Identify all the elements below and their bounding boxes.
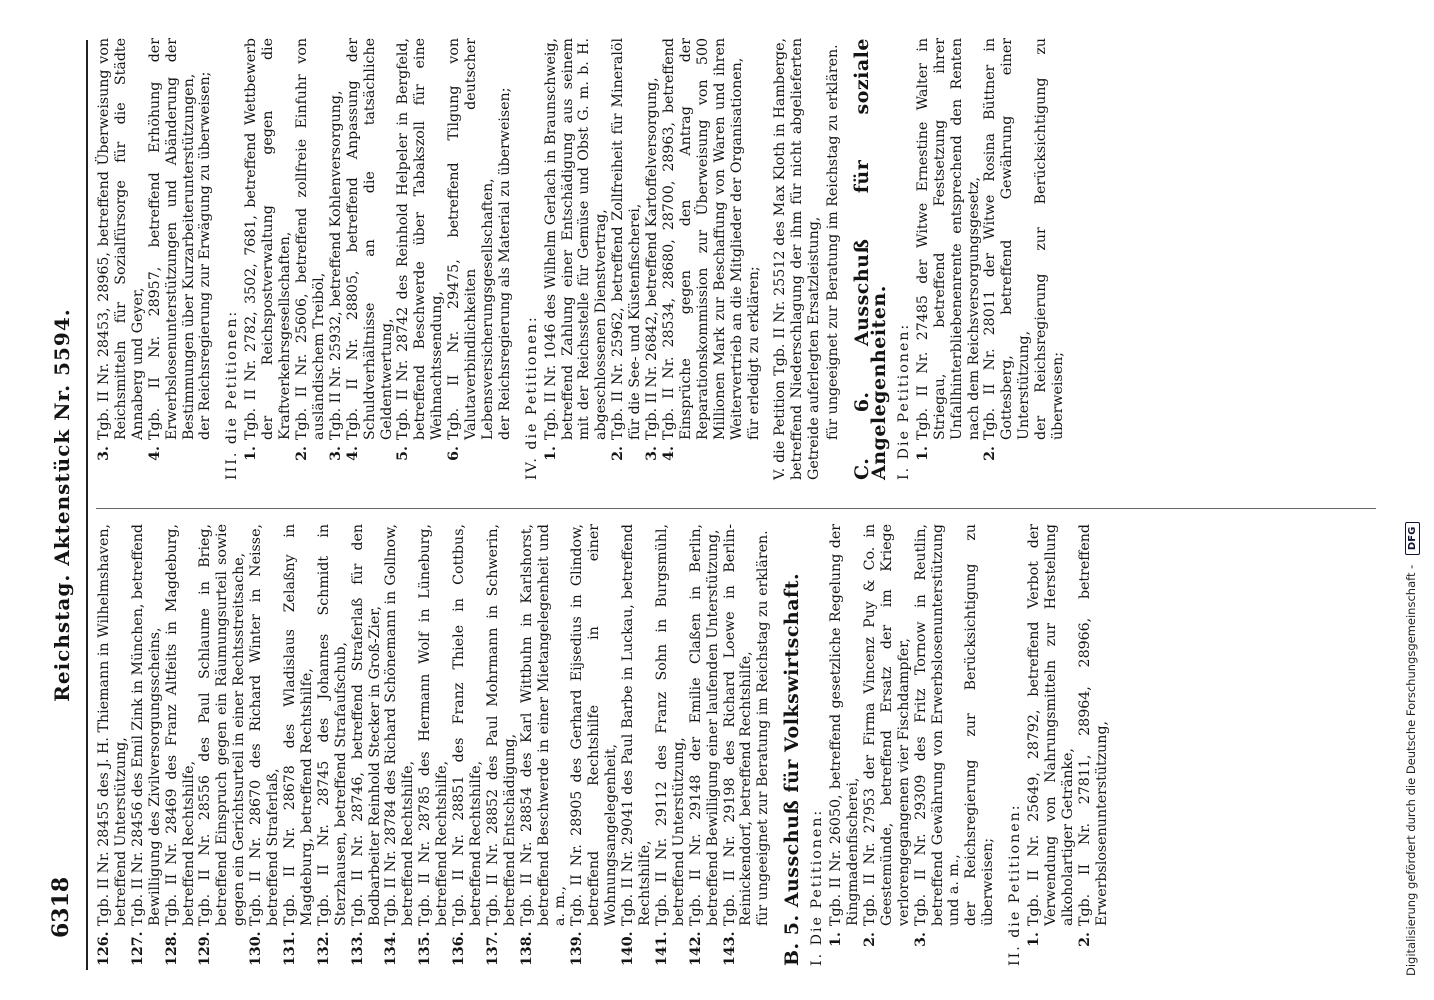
entry-text: Tgb. II Nr. 29475, betreffend Tilgung von Valutaverbindlichkeiten deutscher Lebensversicherungsgesellschaften, [446,38,496,440]
entry-text: Tgb. II Nr. 28456 des Emil Zink in München, betreffend Bewilligung des Zivilversorgungsscheins, [129,524,163,926]
entry-text: Tgb. II Nr. 25606, betreffend zollfreie Einfuhr von ausländischem Treiböl, [293,38,327,440]
entry-number: 137. [484,931,501,966]
entry-text: Tgb. II Nr. 28011 der Witwe Rosina Büttner in Gottesberg, betreffend Gewährung einer Unterstützung, [982,38,1033,440]
dfg-logo: DFG [1405,522,1420,555]
petition-v: V. die Petition Tgb. II Nr. 25512 des Max Kloth in Hamberge, betreffend Niederschlagung der ihm für nicht abgelieferten Getreide auferlegten Ersatzleistung, [772,38,823,480]
page-number: 6318 [48,876,74,938]
petitions-intro: I. Die Petitionen: [895,322,912,480]
entry-number: 2. [1076,932,1093,947]
entry-number: 2. [610,446,627,461]
petition-entry [610,38,644,480]
digitization-credit [1404,522,1420,976]
petition-entry [543,38,611,480]
petition-entry [661,38,746,480]
petition-entry [569,524,620,966]
entry-text: Tgb. II Nr. 2782, 3502, 7681, betreffend Wettbewerb der Reichspostverwaltung gegen die Kraftverkehrsgesellschaften, [243,38,294,440]
section-heading: B. 5. Ausschuß für Volkswirtschaft. [781,572,804,966]
entry-text: Tgb. II Nr. 29198 des Richard Loewe in Berlin-Reinickendorf, betreffend Rechtshilfe, [721,524,755,926]
petition-entry [915,38,983,480]
decision-text: für ungeeignet zur Beratung im Reichstag zu erklären. [825,44,842,440]
entry-number: 143. [721,931,738,966]
petition-entry [485,524,519,966]
entry-text: Tgb. II Nr. 28805, betreffend Anpassung der Schuldverhältnisse an die tatsächliche Geldentwertung, [344,38,395,440]
entry-text: Tgb. II Nr. 25932, betreffend Kohlenversorgung, [327,90,344,440]
entry-text: Tgb. II Nr. 25962, betreffend Zollfreiheit für Mineralöl für die See- und Küstenfischerei, [610,38,644,440]
entry-number: 129. [197,931,214,966]
entry-text: Tgb. II Nr. 28556 des Paul Schlaume in Brieg, betreffend Einspruch gegen ein Räumungsurteil sowie gegen ein Gerichtsurteil in einer Rechtsstreitsache, [197,524,248,926]
entry-text: Tgb. II Nr. 28453, 28965, betreffend Überweisung von Reichsmitteln für Sozialfürsorge für die Städte Annaberg und Geyer, [96,38,146,440]
entry-number: 139. [569,931,586,966]
entry-number: 142. [687,931,704,966]
entry-number: 130. [248,931,265,966]
entry-number: 3. [644,446,661,461]
petition-entry [147,38,198,480]
petition-entry [982,38,1033,480]
petition-entry [620,524,654,966]
petition-list [96,38,197,480]
entry-number: 134. [383,931,400,966]
entry-number: 1. [914,446,931,461]
entry-text: Tgb. II Nr. 28534, 28680, 28700, 28963, betreffend Einsprüche gegen den Antrag der Reparationskommission zur Überweisung von 500 Millionen Mark zur Beschaffung von Waren und ihren Weitervertrieb an die Mitglieder der Organisationen, [661,38,745,440]
petition-entry [383,524,417,966]
petition-list [915,38,1033,480]
entry-number: 126. [96,931,112,966]
petition-entry [282,524,316,966]
petition-list [1026,524,1111,966]
petition-entry [862,524,913,966]
entry-text: Tgb. II Nr. 26050, betreffend gesetzliche Regelung der Ringmadenfischerei, [828,524,861,926]
entry-number: 1. [1026,932,1043,947]
entry-text: Tgb. II Nr. 27485 der Witwe Ernestine Walter in Striegau, betreffend Festsetzung ihrer Unfallhinterbliebenenrente entsprechend den Renten nach dem Reichsversorgungsgesetz, [914,38,982,440]
entry-number: 1. [542,446,559,461]
decision-text: der Reichsregierung zur Berücksichtigung zu überweisen; [1033,38,1067,440]
entry-number: 4. [146,446,163,461]
decision-text: für erledigt zu erklären; [745,266,762,440]
running-title: Reichstag. Aktenstück Nr. 5594. [50,308,74,702]
entry-number: 4. [344,446,361,461]
header-rule [86,40,88,970]
entry-text: Tgb. II Nr. 26842, betreffend Kartoffelversorgung, [644,77,661,440]
entry-number: 2. [293,446,310,461]
entry-text: Tgb. II Nr. 28742 des Reinhold Helpeler in Bergfeld, betreffend Beschwerde über Tabakszoll für eine Weihnachtssendung, [395,38,446,440]
petitions-intro: III. die Petitionen: [224,309,241,480]
petition-entry [395,38,446,480]
entry-number: 136. [451,931,468,966]
entry-text: Tgb. II Nr. 29041 des Paul Barbe in Luckau, betreffend Rechtshilfe, [620,524,653,926]
petition-entry [913,524,964,966]
entry-text: Tgb. II Nr. 28455 des J. H. Thiemann in Wilhelmshaven, betreffend Unterstützung, [96,524,129,926]
petition-entry [1026,524,1077,966]
entry-number: 3. [96,446,112,461]
entry-text: Tgb. II Nr. 28784 des Richard Schönemann in Gollnow, betreffend Rechtshilfe, [383,524,417,926]
entry-text: Tgb. II Nr. 27811, 28964, 28966, betreffend Erwerbslosenunterstützung, [1076,524,1110,926]
entry-text: Tgb. II Nr. 28785 des Hermann Wolf in Lüneburg, betreffend Rechtshilfe, [417,524,451,926]
decision-text: der Reichsregierung zur Berücksichtigung zu überweisen; [963,524,997,926]
entry-text: Tgb. II Nr. 28852 des Paul Mohrmann in Schwerin, betreffend Entschädigung, [484,524,518,926]
petition-entry [96,38,147,480]
entry-number: 132. [315,931,332,966]
entry-text: Tgb. II Nr. 29148 der Emilie Claßen in Berlin, betreffend Bewilligung einer laufenden Unterstützung, [687,524,721,926]
entry-text: Tgb. II Nr. 27953 der Firma Vincenz Puy & Co. in Geestemünde, betreffend Ersatz der im Kriege verlorengegangenen vier Fischdampfer, [861,524,912,926]
left-column [96,524,1111,966]
entry-text: Tgb. II Nr. 28851 des Franz Thiele in Cottbus, betreffend Rechtshilfe, [451,524,484,926]
entry-number: 135. [417,931,434,966]
entry-number: 140. [620,931,637,966]
petitions-intro: II. die Petitionen: [1007,803,1024,966]
entry-number: 1. [243,446,260,461]
petition-entry [451,524,485,966]
entry-text: Tgb. II Nr. 28678 des Wladislaus Zelaßny in Magdeburg, betreffend Rechtshilfe, [281,524,315,926]
credit-text: Digitalisierung gefördert durch die Deutsche Forschungsgemeinschaft - [1404,564,1418,976]
petition-list [828,524,963,966]
entry-text: Tgb. II Nr. 1046 des Wilhelm Gerlach in Braunschweig, betreffend Zahlung einer Entschädigung aus seinem mit der Reichsstelle für Gemüse und Obst G. m. b. H. abgeschlossenen Dienstvertrag, [542,38,610,440]
entry-number: 138. [518,931,535,966]
petition-list [543,38,746,480]
petition-entry [316,524,350,966]
petition-entry [644,38,661,480]
petition-entry [519,524,570,966]
petition-entry [1077,524,1111,966]
right-column [96,38,1077,480]
petition-entry [248,524,282,966]
entry-text: Tgb. II Nr. 28854 des Karl Wittbuhn in Karlshorst, betreffend Beschwerde in einer Mietangelegenheit und a. m., [518,524,569,926]
entry-number: 6. [446,446,463,461]
entry-number: 4. [661,446,677,461]
petition-entry [446,38,497,480]
petition-list [243,38,497,480]
page-header [30,40,86,970]
column-divider [96,508,1376,509]
petition-entry [130,524,164,966]
entry-number: 5. [395,446,412,461]
petitions-intro: I. Die Petitionen: [809,808,826,966]
petition-entry [164,524,198,966]
petition-entry [688,524,722,966]
decision-text: der Reichsregierung als Material zu überweisen; [496,87,513,440]
entry-text: Tgb. II Nr. 28957, betreffend Erhöhung der Erwerbslosenunterstützungen und Abänderung der Bestimmungen über Kurzarbeiterunterstützungen, [146,38,197,440]
petition-entry [828,524,862,966]
entry-number: 1. [828,932,845,947]
entry-text: Tgb. II Nr. 28746, betreffend Straferlaß für den Bodbarbeiter Reinhold Stecker in Groß-Zier, [349,524,383,926]
petitions-intro: IV. die Petitionen: [523,315,540,480]
entry-number: 141. [653,931,670,966]
petition-entry [654,524,688,966]
petition-entry [350,524,384,966]
entry-number: 2. [982,446,999,461]
entry-number: 2. [861,932,878,947]
petition-entry [722,524,756,966]
entry-text: Tgb. II Nr. 25649, 28792, betreffend Verbot der Verwendung von Nahrungsmitteln zur Herstellung alkoholartiger Getränke, [1026,524,1076,926]
entry-number: 3. [912,932,929,947]
entry-text: Tgb. II Nr. 28905 des Gerhard Eijsedius in Glindow, betreffend Rechtshilfe in einer Wohnungsangelegenheit, [569,524,620,926]
entry-number: 133. [349,931,366,966]
entry-text: Tgb. II Nr. 28469 des Franz Altfeits in Magdeburg, betreffend Rechtshilfe, [163,524,197,926]
petition-entry [96,524,130,966]
entry-text: Tgb. II Nr. 29112 des Franz Sohn in Burgsmühl, betreffend Unterstützung, [653,524,687,926]
petition-entry [345,38,396,480]
entry-text: Tgb. II Nr. 28670 des Richard Winter in Neisse, betreffend Straferlaß, [248,524,282,926]
petition-entry [294,38,328,480]
section-heading: C. 6. Ausschuß für soziale Angelegenheiten. [851,38,890,480]
entry-number: 128. [163,931,180,966]
entry-number: 3. [327,446,344,461]
petition-entry [417,524,451,966]
petition-entry [197,524,248,966]
petition-entry [328,38,345,480]
entry-number: 127. [129,931,146,966]
petition-entry [243,38,294,480]
entry-text: Tgb. II Nr. 28745 des Johannes Schmidt in Sterzhausen, betreffend Strafaufschub, [315,524,349,926]
entry-text: Tgb. II Nr. 29309 des Fritz Tornow in Reutlin, betreffend Gewährung von Erwerbslosenunterstützung und a. m., [912,524,963,926]
entry-number: 131. [281,931,298,966]
decision-text: für ungeeignet zur Beratung im Reichstag zu erklären. [755,530,772,926]
petition-list [96,524,755,966]
decision-text: der Reichsregierung zur Erwägung zu überweisen; [197,71,214,440]
